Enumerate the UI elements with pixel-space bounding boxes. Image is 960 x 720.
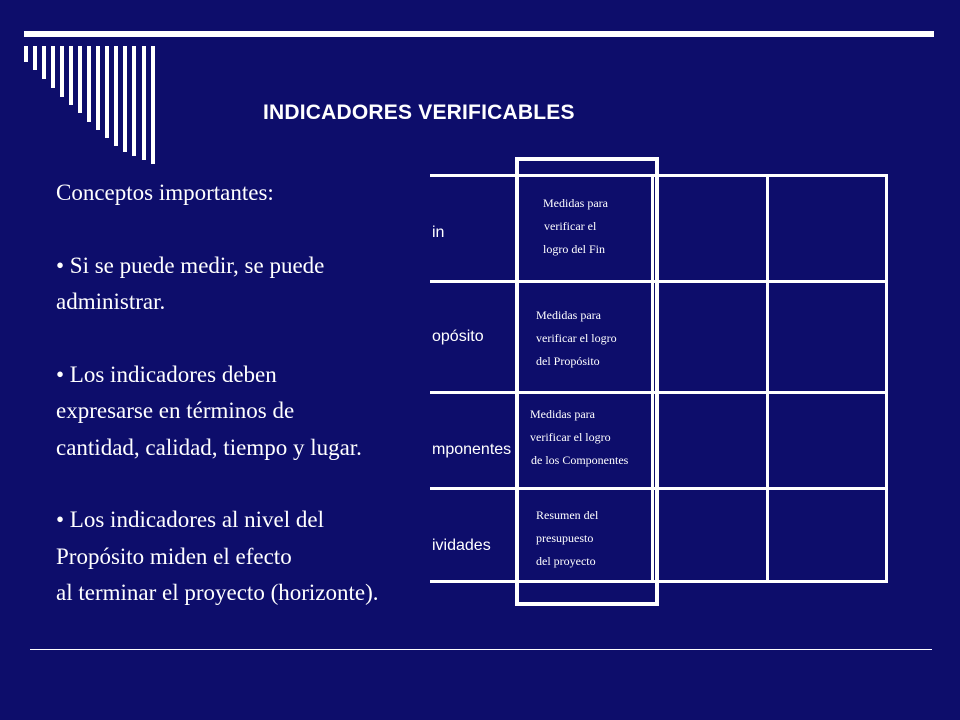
bullet-3-line-2: Propósito miden el efecto [56,543,292,569]
cell-proposito-indicator [536,304,617,373]
row-label-componentes: mponentes [432,441,512,458]
cell-line: presupuesto [536,531,594,545]
bullet-3-line-3: al terminar el proyecto (horizonte). [56,580,379,605]
row-label-proposito: opósito [432,328,484,345]
row-label-actividades: ividades [432,537,491,554]
cell-line: Medidas para [543,196,608,210]
cell-fin-indicator [543,192,608,261]
cell-line: Medidas para [536,308,601,322]
slide-title: INDICADORES VERIFICABLES [263,101,575,124]
cell-line: verificar el logro [530,430,611,444]
cell-line: Resumen del [536,508,599,522]
cell-line: de los Componentes [531,453,629,467]
bullet-3-line-1: • Los indicadores al nivel del [56,507,325,532]
cell-line: verificar el logro [536,331,617,345]
bullet-1-line-1: • Si se puede medir, se puede [56,252,325,278]
bullet-2-line-2: expresarse en términos de [56,398,295,423]
cell-line: verificar el [544,219,597,233]
cell-actividades-indicator [536,504,598,573]
bottom-rule [30,649,932,650]
top-rule [24,31,934,37]
body-heading: Conceptos importantes: [56,180,274,205]
cell-line: del Propósito [536,354,600,368]
cell-line: Medidas para [530,407,595,421]
cell-componentes-indicator [530,403,628,472]
bullet-2-line-1: • Los indicadores deben [56,361,277,387]
bullet-1-line-2: administrar. [56,289,166,314]
cell-line: del proyecto [536,554,596,568]
row-label-fin: in [432,224,445,241]
bullet-2-line-3: cantidad, calidad, tiempo y lugar. [56,434,362,460]
cell-line: logro del Fin [543,242,605,256]
body-text [56,175,476,612]
